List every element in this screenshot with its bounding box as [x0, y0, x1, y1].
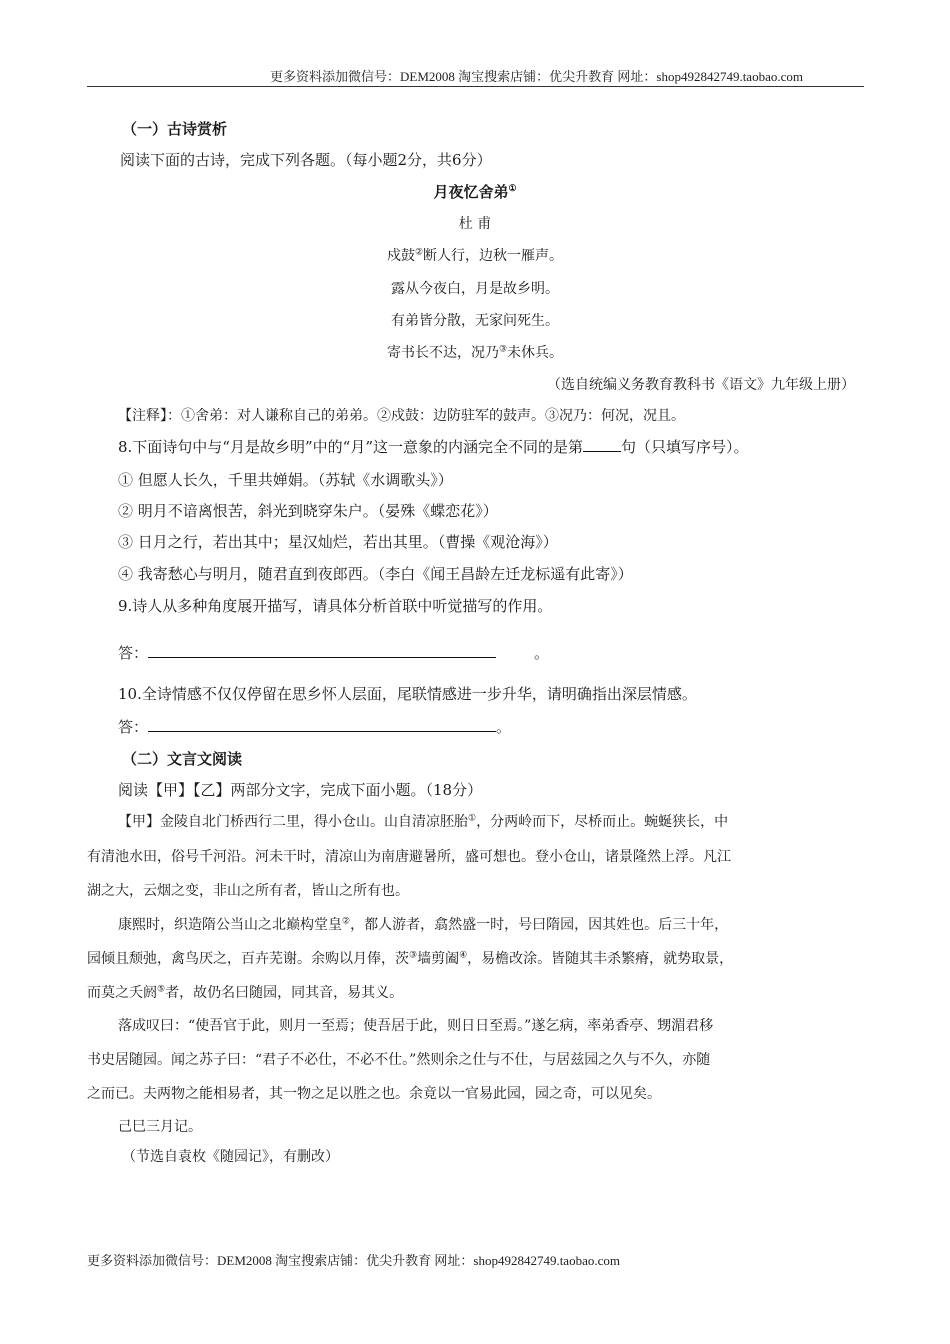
passage-text: ，分两岭而下，尽桥而止。蜿蜒狭长，中	[476, 814, 729, 830]
page-footer: 更多资料添加微信号：DEM2008 淘宝搜索店铺：优尖升教育 网址：shop492842749.taobao.com	[87, 1253, 620, 1268]
question-10-end-mark: 。	[496, 718, 512, 736]
passage-line: 书史居随园。闻之苏子曰：“君子不必仕，不必不仕。”然则余之仕与不仕，与居兹园之久与不久，亦随	[87, 1052, 711, 1068]
passage-text: 而莫之夭阏	[87, 985, 157, 1001]
question-8-text: 8.下面诗句中与“月是故乡明”中的“月”这一意象的内涵完全不同的是第	[118, 438, 583, 456]
question-8-option: ② 明月不谙离恨苦，斜光到晓穿朱户。（晏殊《蝶恋花》）	[118, 502, 498, 520]
question-8-text: 句（只填写序号）。	[621, 438, 749, 456]
poem-line-text: 未休兵。	[507, 345, 564, 361]
passage-line: 之而已。夫两物之能相易者，其一物之足以胜之也。余竟以一官易此园，园之奇，可以见矣。	[87, 1086, 661, 1102]
poem-line	[0, 245, 950, 265]
question-8-answer-blank[interactable]	[583, 437, 621, 452]
passage-line	[87, 948, 733, 968]
question-9-stem: 9.诗人从多种角度展开描写，请具体分析首联中听觉描写的作用。	[118, 597, 553, 615]
question-8-option: ③ 日月之行，若出其中；星汉灿烂，若出其里。（曹操《观沧海》）	[118, 533, 558, 551]
passage-line: 有清池水田，俗号千河沿。河未干时，清凉山为南唐避暑所，盛可想也。登小仓山，诸景隆然上浮。凡江	[87, 849, 731, 865]
question-9-answer	[118, 642, 496, 663]
passage-footnote-mark: ④	[459, 950, 468, 961]
passage-line: 湖之大，云烟之变，非山之所有者，皆山之所有也。	[87, 883, 409, 899]
section2-instruction: 阅读【甲】【乙】两部分文字，完成下面小题。（18分）	[118, 781, 483, 799]
passage-date: 己巳三月记。	[118, 1119, 202, 1135]
question-8-option: ① 但愿人长久，千里共婵娟。（苏轼《水调歌头》）	[118, 471, 453, 489]
passage-line: 落成叹曰：“使吾官于此，则月一至焉；使吾居于此，则日日至焉。”遂乞病，率弟香亭、甥湄君移	[118, 1018, 714, 1034]
poem-title	[0, 181, 950, 202]
question-10-stem: 10.全诗情感不仅仅停留在思乡怀人层面，尾联情感进一步升华，请明确指出深层情感。	[118, 685, 697, 703]
passage-footnote-mark: ⑤	[157, 984, 166, 995]
passage-footnote-mark: ③	[409, 950, 418, 961]
answer-label: 答：	[118, 718, 149, 736]
poem-author: 杜 甫	[458, 216, 492, 232]
passage-line	[87, 982, 403, 1002]
poem-line-text: 有弟皆分散，无家问死生。	[391, 313, 559, 329]
answer-label: 答：	[118, 644, 149, 662]
poem-source: （选自统编义务教育教科书《语文》九年级上册）	[547, 377, 855, 393]
passage-text: 者，故仍名曰随园，同其音，易其义。	[165, 985, 404, 1001]
section1-heading: （一）古诗赏析	[122, 120, 228, 138]
passage-text: 康熙时，织造隋公当山之北巅构堂皇	[118, 917, 342, 933]
question-8-option: ④ 我寄愁心与明月，随君直到夜郎西。（李白《闻王昌龄左迁龙标遥有此寄》）	[118, 565, 633, 583]
passage-source: （节选自袁枚《随园记》，有删改）	[122, 1149, 339, 1165]
section1-instruction: 阅读下面的古诗，完成下列各题。（每小题2分，共6分）	[120, 151, 492, 169]
poem-line	[0, 342, 950, 362]
poem-line-text: 露从今夜白，月是故乡明。	[391, 281, 559, 297]
passage-text: 墙剪阖	[417, 951, 460, 967]
poem-annotation: 【注释】：①舍弟：对人谦称自己的弟弟。②戍鼓：边防驻军的鼓声。③况乃：何况，况且。	[118, 408, 685, 424]
poem-line-text: 寄书长不达，况乃	[386, 345, 499, 361]
passage-line	[118, 811, 728, 831]
poem-line-text: 戍鼓	[386, 248, 415, 264]
poem-line	[0, 278, 950, 298]
passage-text: ，易檐改涂。皆随其丰杀繁瘠，就势取景，	[467, 951, 734, 967]
passage-text: 【甲】金陵自北门桥西行二里，得小仓山。山自清凉胚胎	[118, 814, 468, 830]
page-header: 更多资料添加微信号：DEM2008 淘宝搜索店铺：优尖升教育 网址：shop492842749.taobao.com	[270, 69, 803, 84]
passage-text: 园倾且颓弛，禽鸟厌之，百卉芜谢。余购以月俸，茨	[87, 951, 409, 967]
passage-line	[118, 914, 728, 934]
poem-line	[0, 310, 950, 330]
question-9-answer-line[interactable]	[148, 643, 496, 658]
poem-footnote-mark: ②	[414, 247, 424, 258]
question-9-end-mark: 。	[534, 644, 550, 662]
section2-heading: （二）文言文阅读	[122, 750, 243, 768]
question-10-answer-line[interactable]	[148, 717, 496, 732]
passage-footnote-mark: ②	[342, 916, 351, 927]
question-10-answer	[118, 716, 511, 737]
poem-footnote-mark: ③	[498, 344, 508, 355]
poem-title-footnote-mark: ①	[508, 184, 517, 194]
passage-text: ，都人游者，翕然盛一时，号曰隋园，因其姓也。后三十年，	[350, 917, 729, 933]
poem-title-text: 月夜忆舍弟	[433, 183, 509, 201]
passage-footnote-mark: ①	[468, 813, 477, 824]
question-8-stem	[118, 436, 749, 457]
header-rule	[87, 86, 864, 87]
poem-line-text: 断人行，边秋一雁声。	[423, 248, 564, 264]
